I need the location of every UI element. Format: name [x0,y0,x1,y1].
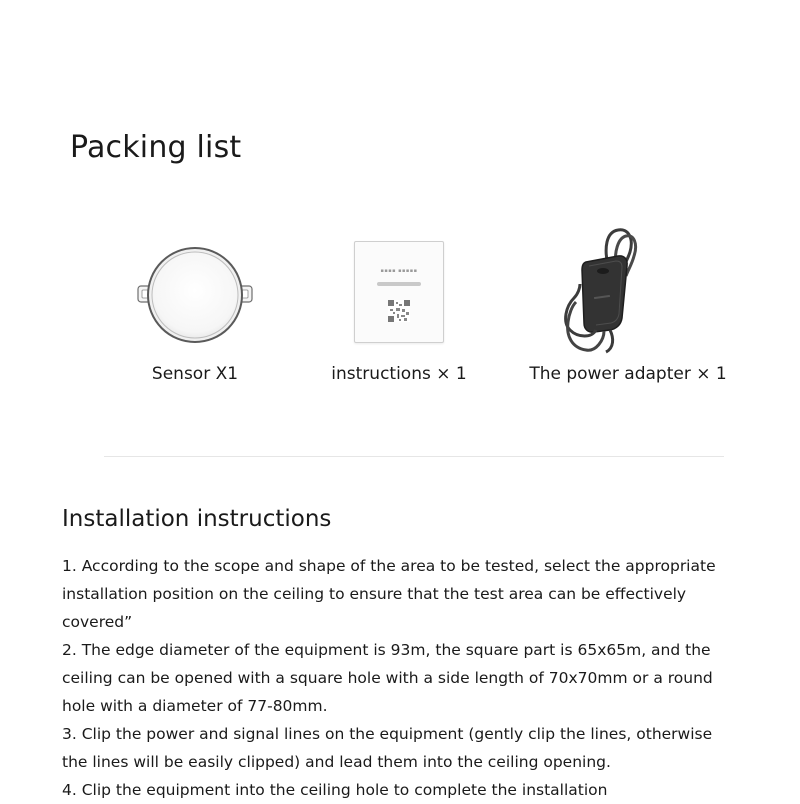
packing-list-title: Packing list [70,130,242,165]
installation-step: 3. Clip the power and signal lines on the equipment (gently clip the lines, otherwise the lines will be easily clipped) and lead them into the ceiling opening. [62,725,713,771]
power-adapter-icon [556,226,646,358]
sensor-icon [134,244,256,346]
installation-step: 2. The edge diameter of the equipment is 93m, the square part is 65x65m, and the ceiling can be opened with a square hole with a side length of 70x70mm or a round hole with a diameter of 77-80mm. [62,641,713,715]
packing-item-label-power-adapter: The power adapter × 1 [529,364,727,384]
section-divider [104,456,724,457]
manual-cover-text: ▪▪▪▪ ▪▪▪▪▪ [380,268,418,274]
installation-title: Installation instructions [62,506,332,532]
qr-code-icon [388,300,410,322]
installation-steps [62,552,742,804]
packing-item-label-instructions: instructions × 1 [331,364,467,384]
manual-icon [354,241,444,343]
packing-item-label-sensor: Sensor X1 [151,364,239,384]
installation-step: 4. Clip the equipment into the ceiling hole to complete the installation [62,781,608,799]
installation-step: 1. According to the scope and shape of the area to be tested, select the appropriate installation position on the ceiling to ensure that the test area can be effectively covered” [62,557,716,631]
manual-cover-bar [377,282,421,286]
